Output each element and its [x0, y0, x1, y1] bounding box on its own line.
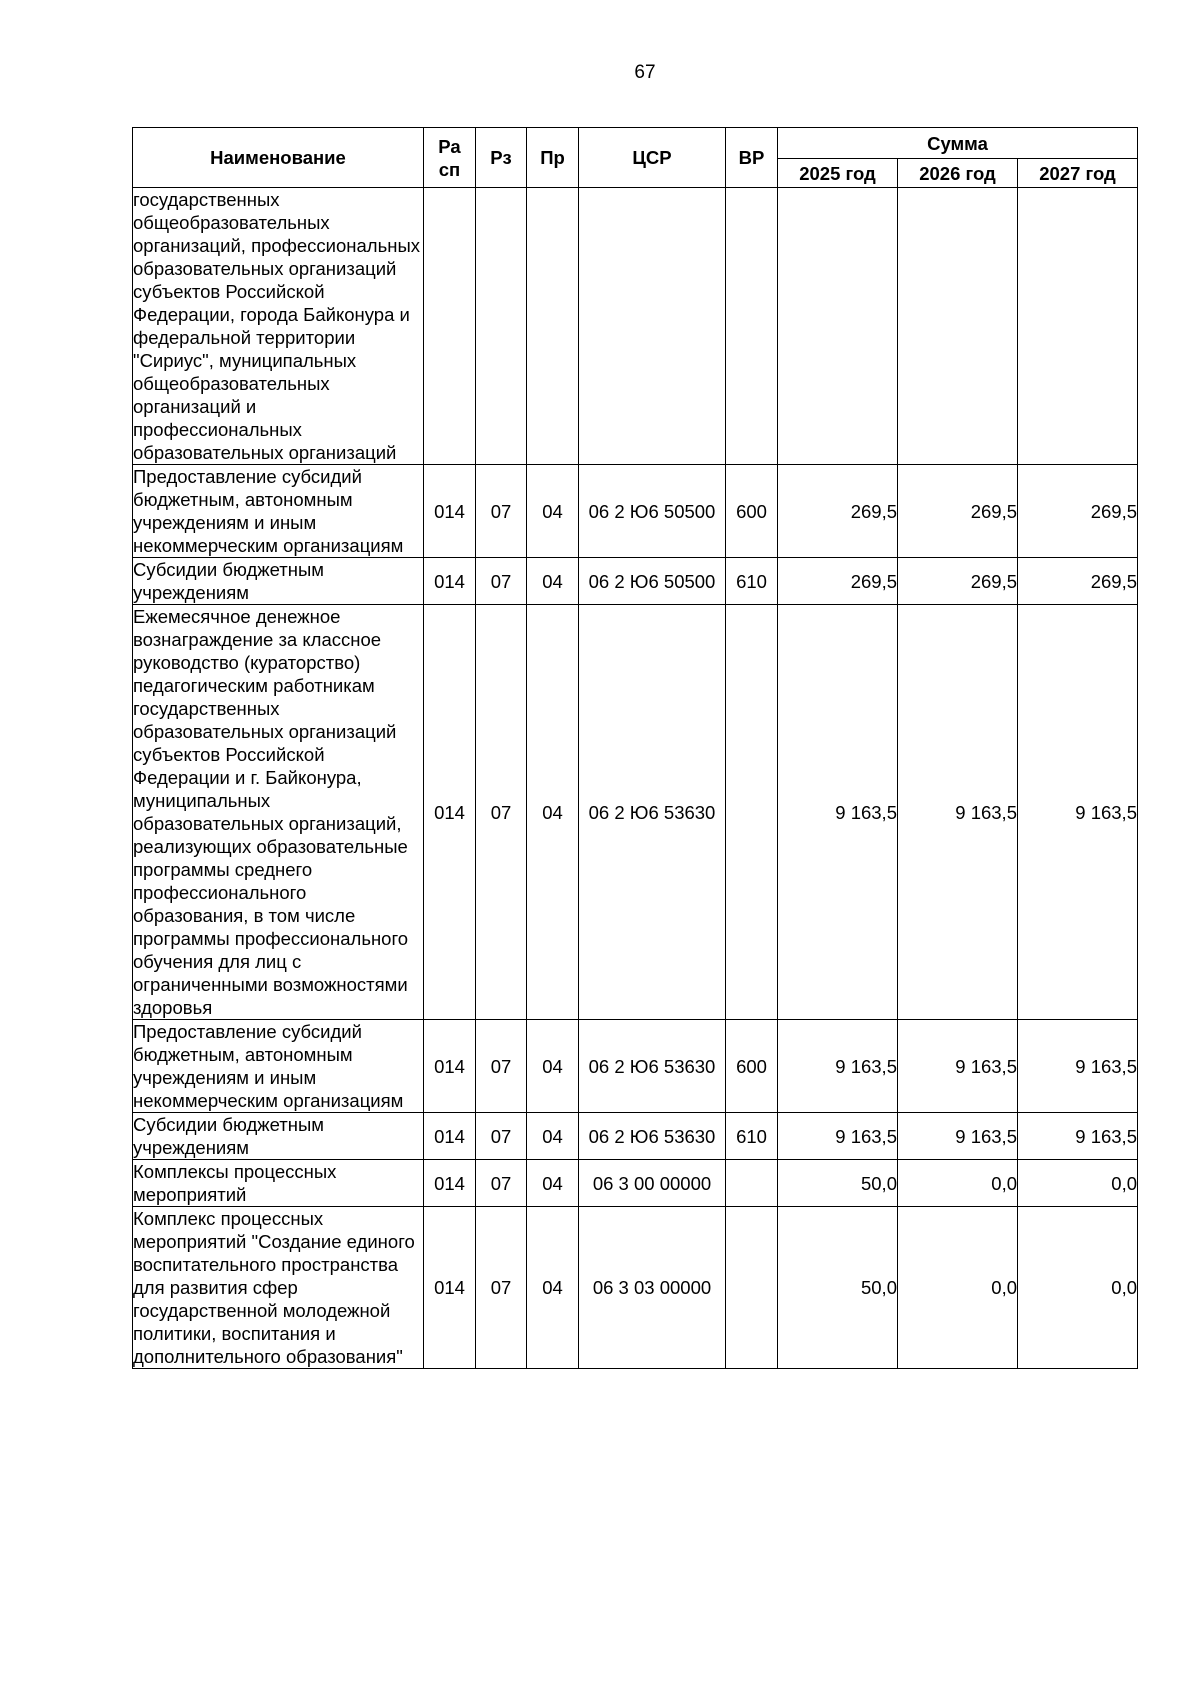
row-csr [579, 188, 726, 465]
row-rz: 07 [476, 558, 527, 605]
row-amount-2027: 9 163,5 [1018, 1113, 1138, 1160]
row-rz: 07 [476, 1160, 527, 1207]
row-rz: 07 [476, 1020, 527, 1113]
row-name: государственных общеобразовательных организаций, профессиональных образовательных организаций субъектов Российской Федерации, города Байконура и федеральной территории "Сириус", муниципальных общеобразовательных организаций и профессиональных образовательных организаций [133, 188, 424, 465]
row-csr: 06 2 Ю6 53630 [579, 1113, 726, 1160]
table-row [133, 188, 1138, 465]
table-row [133, 1020, 1138, 1113]
row-rasp: 014 [424, 1113, 476, 1160]
row-name: Комплексы процессных мероприятий [133, 1160, 424, 1207]
row-pr [527, 188, 579, 465]
header-name: Наименование [133, 128, 424, 188]
row-amount-2025: 9 163,5 [778, 1020, 898, 1113]
row-rasp: 014 [424, 558, 476, 605]
row-amount-2026: 0,0 [898, 1160, 1018, 1207]
page-number: 67 [634, 62, 656, 83]
header-csr: ЦСР [579, 128, 726, 188]
row-csr: 06 2 Ю6 53630 [579, 1020, 726, 1113]
row-rasp: 014 [424, 465, 476, 558]
row-name: Субсидии бюджетным учреждениям [133, 558, 424, 605]
table-row [133, 1160, 1138, 1207]
row-amount-2026: 9 163,5 [898, 605, 1018, 1020]
row-pr: 04 [527, 1160, 579, 1207]
row-vr: 610 [726, 1113, 778, 1160]
row-rz: 07 [476, 1207, 527, 1369]
row-pr: 04 [527, 1020, 579, 1113]
header-year-2027: 2027 год [1018, 159, 1138, 188]
row-name: Предоставление субсидий бюджетным, автономным учреждениям и иным некоммерческим организациям [133, 1020, 424, 1113]
table-row [133, 465, 1138, 558]
header-rasp: Ра сп [424, 128, 476, 188]
row-amount-2027 [1018, 188, 1138, 465]
row-vr [726, 605, 778, 1020]
row-amount-2027: 269,5 [1018, 558, 1138, 605]
row-amount-2027: 0,0 [1018, 1160, 1138, 1207]
row-pr: 04 [527, 1207, 579, 1369]
row-vr: 600 [726, 1020, 778, 1113]
row-csr: 06 2 Ю6 50500 [579, 465, 726, 558]
row-rasp: 014 [424, 1207, 476, 1369]
header-vr: ВР [726, 128, 778, 188]
row-rasp: 014 [424, 605, 476, 1020]
row-csr: 06 2 Ю6 53630 [579, 605, 726, 1020]
row-vr: 610 [726, 558, 778, 605]
header-row [133, 128, 1138, 159]
row-pr: 04 [527, 1113, 579, 1160]
row-pr: 04 [527, 558, 579, 605]
header-rz: Рз [476, 128, 527, 188]
row-amount-2026 [898, 188, 1018, 465]
row-csr: 06 2 Ю6 50500 [579, 558, 726, 605]
row-name: Комплекс процессных мероприятий "Создание единого воспитательного пространства для развития сфер государственной молодежной политики, воспитания и дополнительного образования" [133, 1207, 424, 1369]
row-rz: 07 [476, 465, 527, 558]
row-vr [726, 1160, 778, 1207]
row-amount-2025: 269,5 [778, 465, 898, 558]
row-amount-2025: 269,5 [778, 558, 898, 605]
budget-table [132, 127, 1138, 1369]
row-pr: 04 [527, 605, 579, 1020]
row-amount-2026: 269,5 [898, 465, 1018, 558]
row-amount-2025: 9 163,5 [778, 1113, 898, 1160]
row-amount-2027: 0,0 [1018, 1207, 1138, 1369]
table-row [133, 605, 1138, 1020]
row-rasp: 014 [424, 1160, 476, 1207]
header-year-2026: 2026 год [898, 159, 1018, 188]
row-rasp [424, 188, 476, 465]
row-name: Ежемесячное денежное вознаграждение за классное руководство (кураторство) педагогическим работникам государственных образовательных организаций субъектов Российской Федерации и г. Байконура, муниципальных образовательных организаций, реализующих образовательные программы среднего профессионального образования, в том числе программы профессионального обучения для лиц с ограниченными возможностями здоровья [133, 605, 424, 1020]
row-amount-2027: 269,5 [1018, 465, 1138, 558]
header-sum: Сумма [778, 128, 1138, 159]
row-amount-2025: 9 163,5 [778, 605, 898, 1020]
row-rz: 07 [476, 605, 527, 1020]
row-vr [726, 188, 778, 465]
row-amount-2025: 50,0 [778, 1160, 898, 1207]
row-amount-2027: 9 163,5 [1018, 605, 1138, 1020]
row-amount-2025: 50,0 [778, 1207, 898, 1369]
header-year-2025: 2025 год [778, 159, 898, 188]
row-name: Субсидии бюджетным учреждениям [133, 1113, 424, 1160]
row-amount-2026: 269,5 [898, 558, 1018, 605]
row-amount-2026: 9 163,5 [898, 1020, 1018, 1113]
row-vr: 600 [726, 465, 778, 558]
table-row [133, 1113, 1138, 1160]
row-amount-2026: 0,0 [898, 1207, 1018, 1369]
row-amount-2026: 9 163,5 [898, 1113, 1018, 1160]
row-vr [726, 1207, 778, 1369]
row-pr: 04 [527, 465, 579, 558]
row-csr: 06 3 00 00000 [579, 1160, 726, 1207]
row-csr: 06 3 03 00000 [579, 1207, 726, 1369]
row-amount-2027: 9 163,5 [1018, 1020, 1138, 1113]
row-amount-2025 [778, 188, 898, 465]
table-row [133, 558, 1138, 605]
header-pr: Пр [527, 128, 579, 188]
row-rz [476, 188, 527, 465]
table-row [133, 1207, 1138, 1369]
row-name: Предоставление субсидий бюджетным, автономным учреждениям и иным некоммерческим организациям [133, 465, 424, 558]
row-rasp: 014 [424, 1020, 476, 1113]
row-rz: 07 [476, 1113, 527, 1160]
